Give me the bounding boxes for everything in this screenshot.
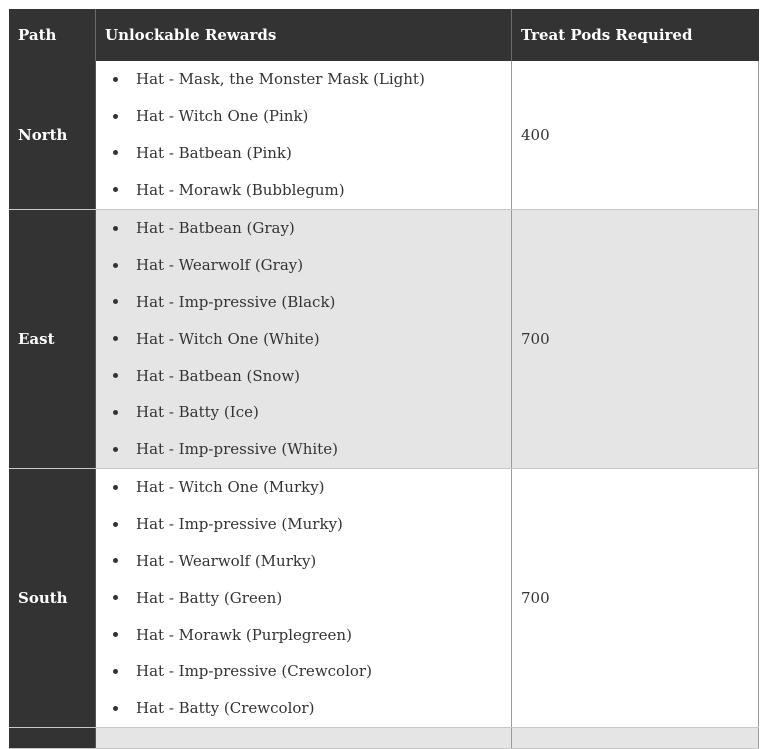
table-row-north — [9, 61, 759, 210]
rewards-cell — [96, 728, 512, 748]
path-cell — [9, 728, 96, 748]
reward-text: Hat - Witch One (Murky) — [136, 478, 325, 497]
table-row-east — [9, 210, 759, 469]
bullet-icon — [113, 226, 118, 231]
table-header-row — [9, 9, 759, 61]
bullet-icon — [113, 632, 118, 637]
list-item — [96, 135, 511, 172]
bullet-icon — [113, 336, 118, 341]
header-pods: Treat Pods Required — [521, 26, 693, 44]
list-item — [96, 690, 511, 727]
table-row-south — [9, 469, 759, 728]
pods-cell — [512, 728, 759, 748]
path-cell: East — [9, 210, 96, 468]
bullet-icon — [113, 150, 118, 155]
reward-text: Hat - Imp-pressive (White) — [136, 440, 338, 459]
list-item — [96, 431, 511, 468]
list-item — [96, 357, 511, 394]
list-item — [96, 210, 511, 247]
bullet-icon — [113, 595, 118, 600]
bullet-icon — [113, 114, 118, 119]
list-item — [96, 543, 511, 580]
list-item — [96, 616, 511, 653]
bullet-icon — [113, 558, 118, 563]
pods-cell: 400 — [512, 61, 759, 209]
reward-text: Hat - Morawk (Bubblegum) — [136, 180, 345, 199]
rewards-cell — [96, 210, 512, 468]
list-item — [96, 469, 511, 506]
reward-text: Hat - Imp-pressive (Crewcolor) — [136, 662, 372, 681]
header-path: Path — [9, 9, 96, 61]
list-item — [96, 247, 511, 284]
reward-text: Hat - Wearwolf (Gray) — [136, 256, 304, 275]
bullet-icon — [113, 410, 118, 415]
list-item — [96, 98, 511, 135]
reward-text: Hat - Batbean (Gray) — [136, 219, 295, 238]
rewards-cell — [96, 61, 512, 209]
reward-text: Hat - Batty (Crewcolor) — [136, 699, 315, 718]
bullet-icon — [113, 522, 118, 527]
path-cell: North — [9, 61, 96, 209]
bullet-icon — [113, 373, 118, 378]
table-row-partial — [9, 728, 759, 749]
reward-text: Hat - Witch One (White) — [136, 329, 320, 348]
rewards-list — [96, 61, 511, 208]
reward-text: Hat - Morawk (Purplegreen) — [136, 625, 352, 644]
bullet-icon — [113, 669, 118, 674]
header-rewards: Unlockable Rewards — [96, 9, 512, 61]
bullet-icon — [113, 447, 118, 452]
reward-text: Hat - Batbean (Snow) — [136, 366, 301, 385]
reward-text: Hat - Batbean (Pink) — [136, 143, 292, 162]
bullet-icon — [113, 187, 118, 192]
list-item — [96, 394, 511, 431]
reward-text: Hat - Batty (Green) — [136, 588, 283, 607]
reward-text: Hat - Batty (Ice) — [136, 403, 259, 422]
bullet-icon — [113, 706, 118, 711]
rewards-list — [96, 469, 511, 727]
rewards-list — [96, 210, 511, 468]
reward-text: Hat - Wearwolf (Murky) — [136, 551, 317, 570]
list-item — [96, 171, 511, 208]
list-item — [96, 506, 511, 543]
list-item — [96, 579, 511, 616]
bullet-icon — [113, 263, 118, 268]
pods-cell: 700 — [512, 469, 759, 727]
list-item — [96, 320, 511, 357]
bullet-icon — [113, 299, 118, 304]
bullet-icon — [113, 77, 118, 82]
path-cell: South — [9, 469, 96, 727]
reward-text: Hat - Imp-pressive (Black) — [136, 292, 336, 311]
bullet-icon — [113, 485, 118, 490]
list-item — [96, 61, 511, 98]
reward-text: Hat - Imp-pressive (Murky) — [136, 515, 343, 534]
list-item — [96, 284, 511, 321]
pods-cell: 700 — [512, 210, 759, 468]
reward-text: Hat - Mask, the Monster Mask (Light) — [136, 70, 425, 89]
rewards-cell — [96, 469, 512, 727]
list-item — [96, 653, 511, 690]
reward-text: Hat - Witch One (Pink) — [136, 107, 309, 126]
rewards-table — [9, 9, 759, 749]
